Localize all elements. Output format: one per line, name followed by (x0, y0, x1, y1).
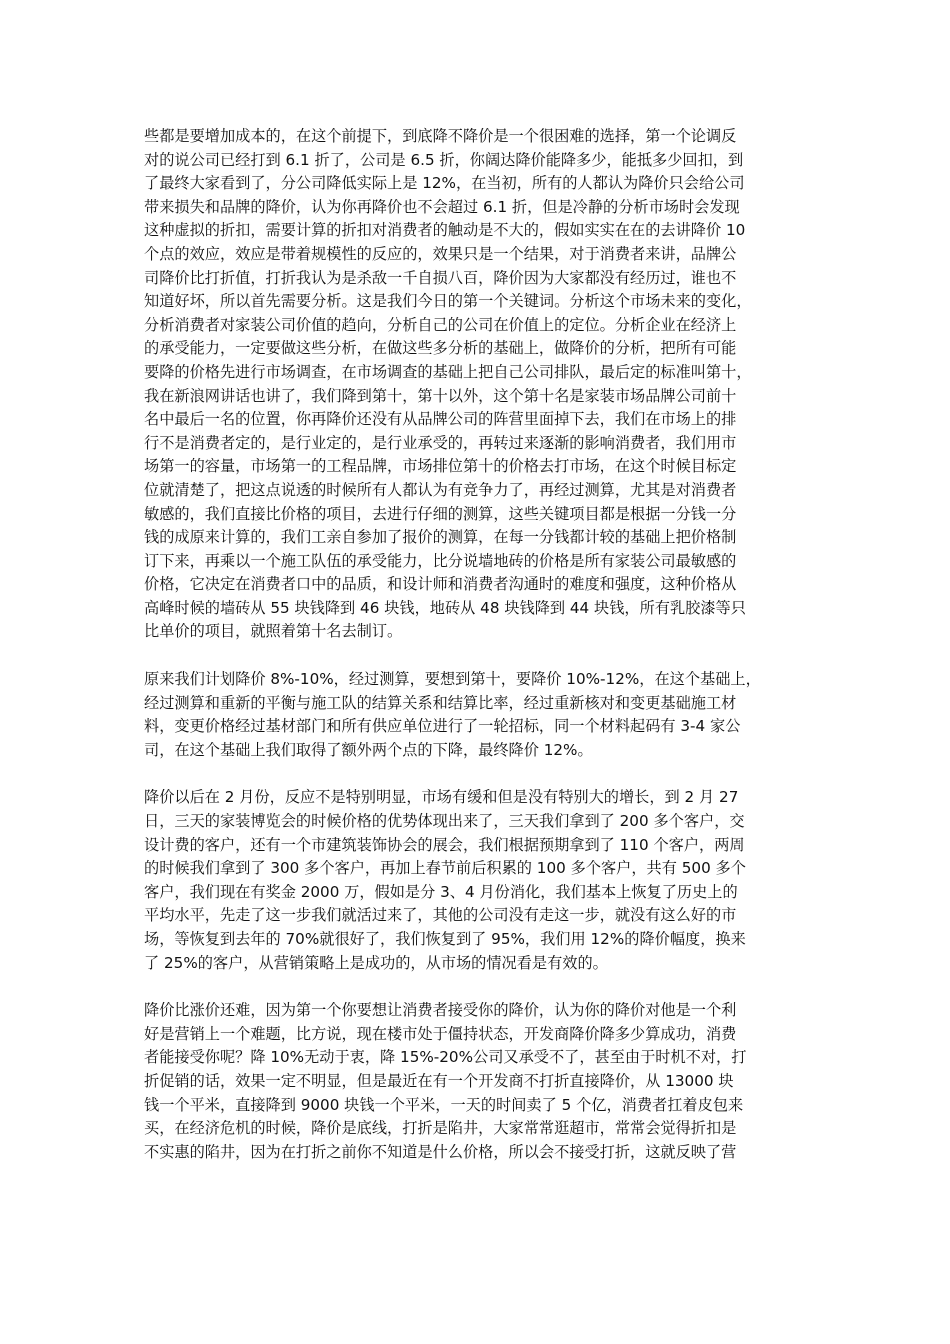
text-line: 料，变更价格经过基材部门和所有供应单位进行了一轮招标，同一个材料起码有 3-4 家公 (144, 717, 741, 736)
text-line: 不实惠的陷井，因为在打折之前你不知道是什么价格，所以会不接受打折，这就反映了营 (144, 1142, 737, 1161)
text-line: 折促销的话，效果一定不明显，但是最近在有一个开发商不打折直接降价，从 13000 块 (144, 1071, 734, 1090)
text-line: 买，在经济危机的时候，降价是底线，打折是陷井，大家常常逛超市，常常会觉得折扣是 (144, 1119, 737, 1138)
text-line: 司，在这个基础上我们取得了额外两个点的下降，最终降价 12%。 (144, 740, 593, 759)
text-line: 这种虚拟的折扣，需要计算的折扣对消费者的触动是不大的，假如实实在在的去讲降价 10 (144, 221, 746, 240)
paragraph-results (144, 786, 808, 975)
text-line: 降价以后在 2 月份，反应不是特别明显，市场有缓和但是没有特别大的增长，到 2 月 27 (144, 788, 739, 807)
text-line: 我在新浪网讲话也讲了，我们降到第十，第十以外，这个第十名是家装市场品牌公司前十 (144, 386, 737, 405)
paragraph-gap (144, 975, 808, 999)
text-line: 日，三天的家装博览会的时候价格的优势体现出来了，三天我们拿到了 200 多个客户，交 (144, 812, 745, 831)
text-line: 位就清楚了，把这点说透的时候所有人都认为有竞争力了，再经过测算，尤其是对消费者 (144, 480, 737, 499)
text-line: 敏感的，我们直接比价格的项目，去进行仔细的测算，这些关键项目都是根据一分钱一分 (144, 504, 737, 523)
text-line: 订下来，再乘以一个施工队伍的承受能力，比分说墙地砖的价格是所有家装公司最敏感的 (144, 551, 737, 570)
text-line: 的时候我们拿到了 300 多个客户，再加上春节前后积累的 100 多个客户，共有 500 多个 (144, 859, 746, 878)
text-line: 比单价的项目，就照着第十名去制订。 (144, 622, 403, 641)
paragraph-pricing-analysis (144, 125, 808, 644)
text-line: 场，等恢复到去年的 70%就很好了，我们恢复到了 95%，我们用 12%的降价幅度，换来 (144, 930, 746, 948)
text-line: 分析消费者对家装公司价值的趋向，分析自己的公司在价值上的定位。分析企业在经济上 (144, 315, 737, 334)
text-line: 经过测算和重新的平衡与施工队的结算关系和结算比率，经过重新核对和变更基础施工材 (144, 693, 737, 712)
paragraph-gap (144, 762, 808, 786)
text-line: 知道好坏，所以首先需要分析。这是我们今日的第一个关键词。分析这个市场未来的变化， (144, 292, 752, 311)
text-line: 降价比涨价还难，因为第一个你要想让消费者接受你的降价，认为你的降价对他是一个利 (144, 1001, 737, 1020)
text-line: 带来损失和品牌的降价，认为你再降价也不会超过 6.1 折，但是冷静的分析市场时会发现 (144, 197, 740, 216)
text-line: 客户，我们现在有奖金 2000 万，假如是分 3、4 月份消化，我们基本上恢复了历史上的 (144, 882, 738, 901)
text-line: 场第一的容量，市场第一的工程品牌，市场排位第十的价格去打市场，在这个时候目标定 (144, 457, 737, 476)
text-line: 钱一个平米，直接降到 9000 块钱一个平米，一天的时间卖了 5 个亿，消费者扛着皮包来 (144, 1095, 744, 1114)
text-line: 个点的效应，效应是带着规模性的反应的，效果只是一个结果，对于消费者来讲，品牌公 (144, 244, 737, 263)
text-line: 了最终大家看到了，分公司降低实际上是 12%，在当初，所有的人都认为降价只会给公司 (144, 174, 745, 193)
text-line: 了 25%的客户，从营销策略上是成功的，从市场的情况看是有效的。 (144, 953, 608, 972)
text-line: 的承受能力，一定要做这些分析，在做这些多分析的基础上，做降价的分析，把所有可能 (144, 339, 737, 358)
text-line: 高峰时候的墙砖从 55 块钱降到 46 块钱，地砖从 48 块钱降到 44 块钱，所有乳胶漆等只 (144, 598, 746, 617)
text-line: 好是营销上一个难题，比方说，现在楼市处于僵持状态，开发商降价降多少算成功，消费 (144, 1024, 737, 1043)
text-line: 行不是消费者定的，是行业定的，是行业承受的，再转过来逐渐的影响消费者，我们用市 (144, 433, 737, 452)
text-line: 要降的价格先进行市场调查，在市场调查的基础上把自己公司排队，最后定的标准叫第十， (144, 362, 752, 381)
text-line: 司降价比打折值，打折我认为是杀敌一千自损八百，降价因为大家都没有经历过，谁也不 (144, 268, 737, 287)
text-line: 者能接受你呢？降 10%无动于衷，降 15%-20%公司又承受不了，甚至由于时机不对，打 (144, 1048, 747, 1067)
text-line: 对的说公司已经打到 6.1 折了，公司是 6.5 折，你阔达降价能降多少，能抵多少回扣，到 (144, 150, 744, 169)
paragraph-price-cut-difficulty (144, 999, 808, 1164)
text-line: 原来我们计划降价 8%-10%，经过测算，要想到第十，要降价 10%-12%，在这个基础上， (144, 670, 761, 689)
text-line: 钱的成原来计算的，我们工亲自参加了报价的测算，在每一分钱都计较的基础上把价格制 (144, 528, 737, 547)
text-line: 些都是要增加成本的，在这个前提下，到底降不降价是一个很困难的选择，第一个论调反 (144, 127, 737, 145)
text-line: 名中最后一名的位置，你再降价还没有从品牌公司的阵营里面掉下去，我们在市场上的排 (144, 410, 737, 429)
paragraph-price-reduction-plan (144, 668, 808, 762)
document-body (144, 125, 808, 1164)
text-line: 平均水平，先走了这一步我们就活过来了，其他的公司没有走这一步，就没有这么好的市 (144, 906, 737, 925)
text-line: 价格，它决定在消费者口中的品质，和设计师和消费者沟通时的难度和强度，这种价格从 (144, 575, 737, 594)
paragraph-gap (144, 644, 808, 668)
text-line: 设计费的客户，还有一个市建筑装饰协会的展会，我们根据预期拿到了 110 个客户，两周 (144, 835, 745, 854)
